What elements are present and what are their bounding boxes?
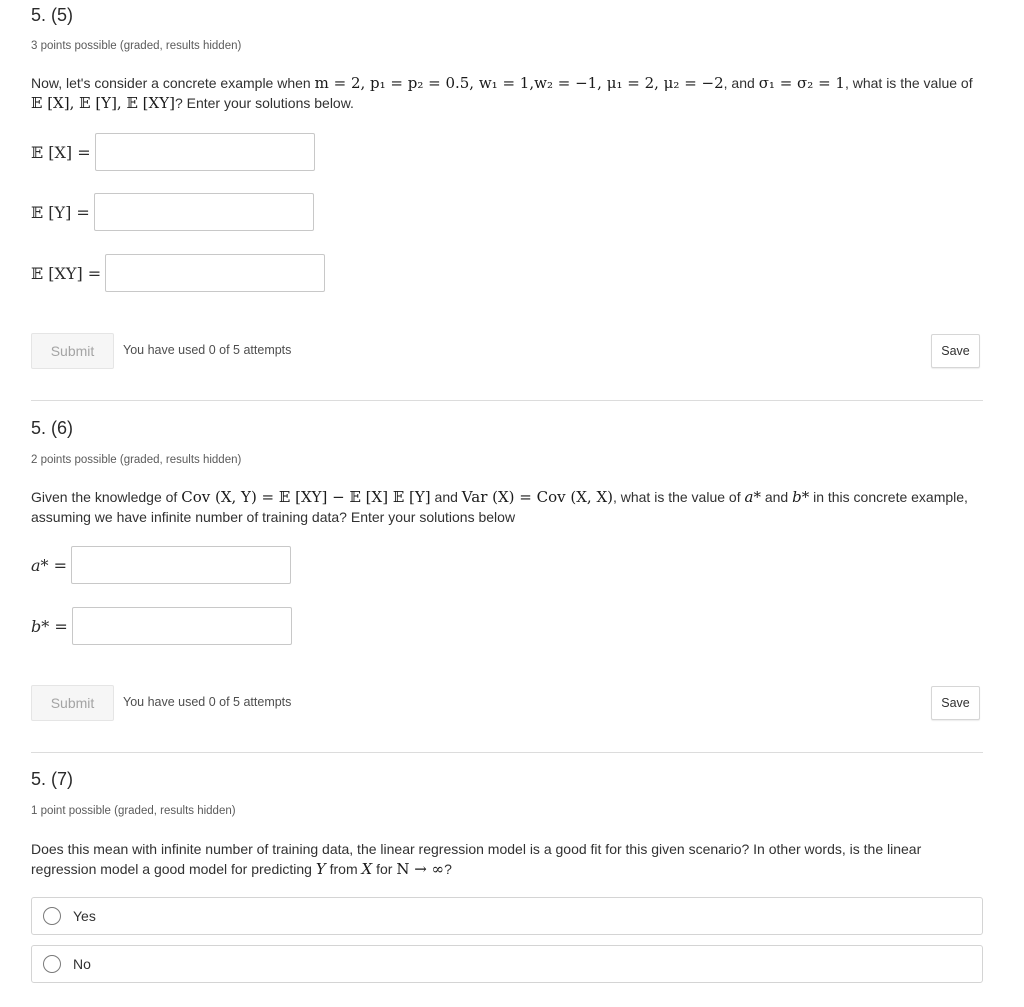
save-button-5-6[interactable]: Save (931, 686, 980, 720)
ey-input-row (31, 193, 314, 231)
problem-title-5-6: 5. (6) (31, 418, 74, 438)
save-button-5-5[interactable]: Save (931, 334, 980, 368)
problem-points-5-6: 2 points possible (graded, results hidden) (31, 454, 242, 466)
problem-title-5-5: 5. (5) (31, 5, 74, 25)
problem-prompt-5-7: Does this mean with infinite number of training data, the linear regression model is a good fit for this given scenario? In other words, is the linear regression model a good model for predicting Y from X for N → ∞? (31, 841, 922, 878)
problem-points-5-7: 1 point possible (graded, results hidden) (31, 805, 236, 817)
problem-prompt-5-6: Given the knowledge of Cov (X, Y) = 𝔼 [XY] − 𝔼 [X] 𝔼 [Y] and Var (X) = Cov (X, X), what is the value of a* and b* in this concrete example, assuming we have infinite number of training data? Enter your solutions below (31, 488, 968, 525)
radio-button[interactable] (43, 907, 61, 925)
choice-yes[interactable] (31, 897, 983, 935)
problem-points-5-5: 3 points possible (graded, results hidden) (31, 40, 242, 52)
a-star-input[interactable] (71, 546, 291, 584)
math-cov: Cov (X, Y) = 𝔼 [XY] − 𝔼 [X] 𝔼 [Y] (181, 488, 431, 506)
ex-input-row (31, 133, 315, 171)
attempts-text-5-5: You have used 0 of 5 attempts (123, 343, 292, 357)
problem-prompt-5-5: Now, let's consider a concrete example when m = 2, p₁ = p₂ = 0.5, w₁ = 1,w₂ = −1, μ₁ = 2, μ₂ = −2, and σ₁ = σ₂ = 1, what is the value of 𝔼 [X], 𝔼 [Y], 𝔼 [XY]? Enter your solutions below. (31, 74, 973, 112)
choice-no[interactable] (31, 945, 983, 983)
math-limit: N → ∞ (396, 860, 445, 878)
math-sigma: σ₁ = σ₂ = 1 (758, 74, 845, 92)
math-params: m = 2, p₁ = p₂ = 0.5, w₁ = 1,w₂ = −1, μ₁ = 2, μ₂ = −2 (314, 74, 724, 92)
attempts-text-5-6: You have used 0 of 5 attempts (123, 695, 292, 709)
ex-input[interactable] (95, 133, 315, 171)
problem-title-5-7: 5. (7) (31, 769, 74, 789)
radio-button[interactable] (43, 955, 61, 973)
ey-input[interactable] (94, 193, 314, 231)
math-var: Var (X) = Cov (X, X) (461, 488, 613, 506)
ex-label: 𝔼 [X] = (31, 142, 91, 162)
a-star-input-row (31, 546, 291, 584)
math-b-star: b* (792, 488, 810, 506)
submit-button-5-5[interactable]: Submit (31, 333, 114, 369)
exy-input-row (31, 254, 325, 292)
b-star-input[interactable] (72, 607, 292, 645)
submit-button-5-6[interactable]: Submit (31, 685, 114, 721)
math-a-star: a* (744, 488, 761, 506)
b-star-input-row (31, 607, 292, 645)
math-x: X (361, 860, 373, 878)
math-expectations: 𝔼 [X], 𝔼 [Y], 𝔼 [XY] (31, 94, 175, 112)
section-divider (31, 752, 983, 753)
exy-input[interactable] (105, 254, 325, 292)
math-y: Y (315, 860, 326, 878)
a-star-label: a* = (31, 555, 68, 575)
exy-label: 𝔼 [XY] = (31, 263, 102, 283)
ey-label: 𝔼 [Y] = (31, 202, 90, 222)
choice-label: No (73, 956, 91, 972)
section-divider (31, 400, 983, 401)
b-star-label: b* = (31, 616, 68, 636)
choice-label: Yes (73, 908, 96, 924)
